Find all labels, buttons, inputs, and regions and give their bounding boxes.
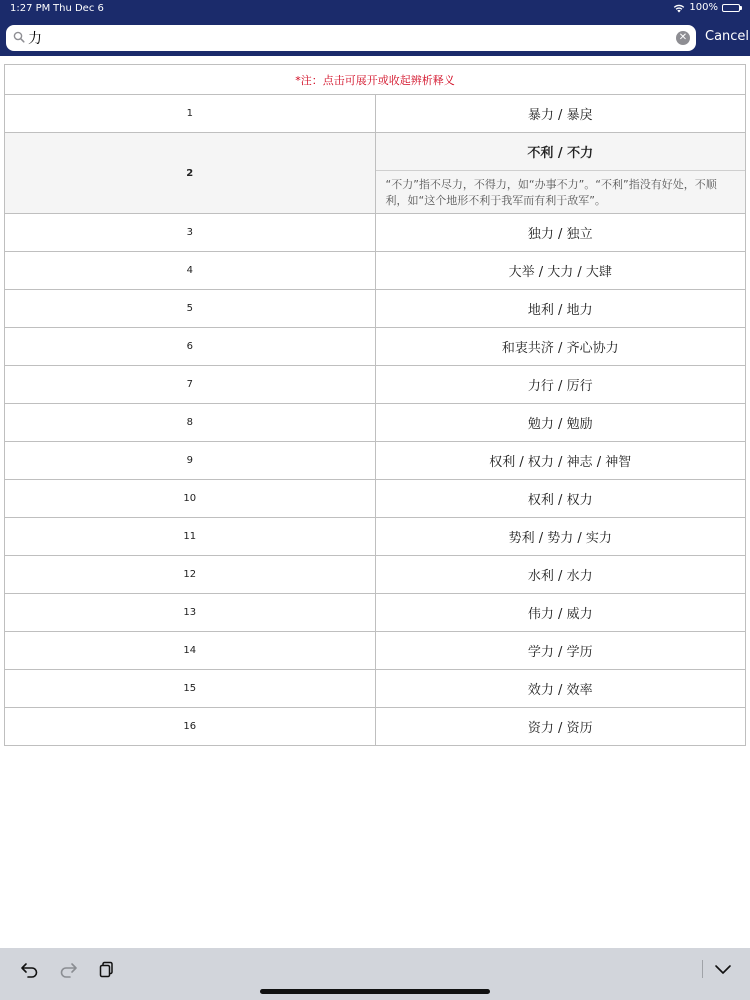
- toolbar-divider: [702, 960, 703, 978]
- word-pair[interactable]: 水利 / 水力: [375, 556, 746, 594]
- row-number: 8: [5, 404, 376, 442]
- table-row[interactable]: [5, 442, 746, 480]
- search-input[interactable]: [28, 28, 668, 48]
- word-pair[interactable]: 权利 / 权力: [375, 480, 746, 518]
- row-number: 11: [5, 518, 376, 556]
- word-pair[interactable]: 学力 / 学历: [375, 632, 746, 670]
- word-pair[interactable]: 力行 / 厉行: [375, 366, 746, 404]
- redo-icon[interactable]: [58, 960, 78, 978]
- status-time: 1:27 PM: [10, 3, 51, 14]
- table-row[interactable]: [5, 328, 746, 366]
- row-number: 12: [5, 556, 376, 594]
- word-pair[interactable]: 独力 / 独立: [375, 214, 746, 252]
- row-number: 4: [5, 252, 376, 290]
- chevron-down-icon[interactable]: [714, 963, 732, 975]
- undo-icon[interactable]: [20, 960, 40, 978]
- table-row[interactable]: [5, 290, 746, 328]
- word-pair[interactable]: 地利 / 地力: [375, 290, 746, 328]
- row-number: 13: [5, 594, 376, 632]
- search-icon: [13, 31, 25, 43]
- cancel-button[interactable]: Cancel: [705, 29, 750, 44]
- status-right: [673, 2, 742, 13]
- table-row[interactable]: [5, 95, 746, 133]
- row-number: 15: [5, 670, 376, 708]
- battery-percent: 100%: [689, 2, 718, 13]
- home-indicator[interactable]: [260, 989, 490, 994]
- table-row[interactable]: [5, 556, 746, 594]
- status-bar: [0, 0, 750, 18]
- word-pair[interactable]: 勉力 / 勉励: [375, 404, 746, 442]
- search-field[interactable]: [6, 25, 696, 51]
- search-bar: [0, 18, 750, 56]
- row-number: 3: [5, 214, 376, 252]
- table-row[interactable]: [5, 708, 746, 746]
- word-pair[interactable]: 不利 / 不力: [376, 133, 746, 171]
- row-number: 7: [5, 366, 376, 404]
- word-pair[interactable]: 大举 / 大力 / 大肆: [375, 252, 746, 290]
- word-pair[interactable]: 资力 / 资历: [375, 708, 746, 746]
- table-row[interactable]: [5, 366, 746, 404]
- row-number: 16: [5, 708, 376, 746]
- results-table: [4, 64, 746, 746]
- table-row[interactable]: [5, 404, 746, 442]
- table-row[interactable]: [5, 480, 746, 518]
- word-pair[interactable]: 效力 / 效率: [375, 670, 746, 708]
- table-row[interactable]: [5, 594, 746, 632]
- row-number: 10: [5, 480, 376, 518]
- row-number: 1: [5, 95, 376, 133]
- word-explanation: “不力”指不尽力，不得力，如“办事不力”。“不利”指没有好处，不顺利，如“这个地形不利于我军而有利于敌军”。: [376, 171, 746, 214]
- clear-icon[interactable]: ✕: [676, 31, 690, 45]
- word-pair[interactable]: 权利 / 权力 / 神志 / 神智: [375, 442, 746, 480]
- word-pair[interactable]: 势利 / 势力 / 实力: [375, 518, 746, 556]
- row-number: 6: [5, 328, 376, 366]
- word-pair[interactable]: 暴力 / 暴戾: [375, 95, 746, 133]
- table-row[interactable]: [5, 252, 746, 290]
- table-row[interactable]: [5, 518, 746, 556]
- battery-icon: [722, 4, 742, 12]
- wifi-icon: [673, 3, 685, 13]
- paste-icon[interactable]: [98, 960, 116, 978]
- table-row[interactable]: [5, 670, 746, 708]
- status-date: Thu Dec 6: [53, 3, 104, 14]
- row-number: 5: [5, 290, 376, 328]
- table-row[interactable]: [5, 214, 746, 252]
- row-number: 14: [5, 632, 376, 670]
- row-number: 2: [5, 133, 376, 214]
- table-note: *注：点击可展开或收起辨析释义: [5, 65, 746, 95]
- table-row-expanded[interactable]: [5, 133, 746, 214]
- word-pair[interactable]: 伟力 / 威力: [375, 594, 746, 632]
- word-pair[interactable]: 和衷共济 / 齐心协力: [375, 328, 746, 366]
- table-row[interactable]: [5, 632, 746, 670]
- row-number: 9: [5, 442, 376, 480]
